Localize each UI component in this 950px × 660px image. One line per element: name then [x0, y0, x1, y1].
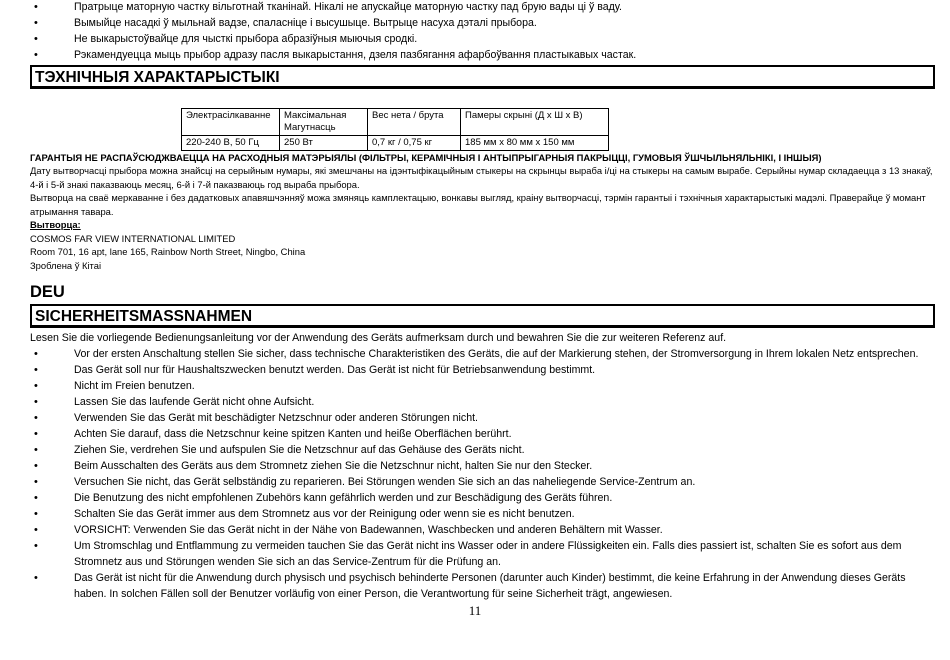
- list-item: • Vor der ersten Anschaltung stellen Sie sicher, dass technische Charakteristiken des Geräts, die auf der Markierung stehen, der Stromversorgung in Ihrem lokalen Netz entsprechen.: [30, 346, 935, 362]
- list-item: • Achten Sie darauf, dass die Netzschnur keine spitzen Kanten und heiße Oberflächen berührt.: [30, 426, 935, 442]
- list-item: • Пратрыце маторную частку вільготнай тканінай. Нікалі не апускайце маторную частку пад брую вады ці ў ваду.: [30, 0, 935, 15]
- list-item: • Рэкамендуецца мыць прыбор адразу пасля выкарыстання, дзеля пазбягання афарбоўвання пластыкавых частак.: [30, 47, 935, 63]
- table-row: [182, 136, 609, 151]
- tech-specs-heading: ТЭХНІЧНЫЯ ХАРАКТАРЫСТЫКІ: [30, 65, 935, 89]
- producer-label: Вытворца:: [30, 219, 81, 230]
- list-item: • VORSICHT: Verwenden Sie das Gerät nicht in der Nähe von Badewannen, Waschbecken und anderen Behältern mit Wasser.: [30, 522, 935, 538]
- list-item: • Die Benutzung des nicht empfohlenen Zubehörs kann gefährlich werden und zur Beschädigung des Geräts führen.: [30, 490, 935, 506]
- list-item: • Lassen Sie das laufende Gerät nicht ohne Aufsicht.: [30, 394, 935, 410]
- list-item: • Вымыйце насадкі ў мыльнай вадзе, спаласніце і высушыце. Вытрыце насуха дэталі прыбора.: [30, 15, 935, 31]
- producer-block: [30, 218, 935, 272]
- page-number: 11: [468, 603, 482, 618]
- list-item: • Не выкарыстоўвайце для чысткі прыбора абразіўныя мыючыя сродкі.: [30, 31, 935, 47]
- list-item: • Das Gerät ist nicht für die Anwendung durch physisch und psychisch behinderte Personen (darunter auch Kinder) bestimmt, die keine Erfahrung in der Anwendung dieses Geräts haben. In solchen Fällen soll der Benutzer vorläufig von einer Person, die Verantwortung für seine Sicherheit trägt, angewiesen.: [30, 570, 935, 602]
- list-item: • Ziehen Sie, verdrehen Sie und aufspulen Sie die Netzschnur auf das Gehäuse des Geräts nicht.: [30, 442, 935, 458]
- table-row: [182, 109, 609, 136]
- table-cell: 185 мм х 80 мм х 150 мм: [461, 136, 609, 151]
- table-cell: Максімальная Магутнасць: [280, 109, 368, 136]
- list-item: • Schalten Sie das Gerät immer aus dem Stromnetz aus vor der Reinigung oder wenn sie es nicht benutzen.: [30, 506, 935, 522]
- manufacturer-rights-note: Вытворца на сваё меркаванне і без дадатковых апавяшчэнняў можа змяняць камплектацыю, вонкавы выгляд, краіну вытворчасці, тэрмін гарантыі і тэхнічныя характарыстыкі мадэлі. Праверайце ў момант атрымання тавара.: [30, 192, 926, 217]
- safety-heading: SICHERHEITSMASSNAHMEN: [30, 304, 935, 328]
- manual-page: [30, 0, 935, 602]
- table-cell: 0,7 кг / 0,75 кг: [368, 136, 461, 151]
- language-heading: DEU: [30, 283, 65, 301]
- producer-line: Зроблена ў Кітаі: [30, 259, 102, 271]
- specs-table: [181, 108, 609, 151]
- producer-line: COSMOS FAR VIEW INTERNATIONAL LIMITED: [30, 232, 236, 244]
- list-item: • Versuchen Sie nicht, das Gerät selbständig zu reparieren. Bei Störungen wenden Sie sich an das naheliegende Service-Zentrum an.: [30, 474, 935, 490]
- table-cell: Электрасілкаванне: [182, 109, 280, 136]
- table-cell: 220-240 В, 50 Гц: [182, 136, 280, 151]
- safety-intro: Lesen Sie die vorliegende Bedienungsanleitung vor der Anwendung des Geräts aufmerksam durch und bewahren Sie die zur weiteren Referenz auf.: [30, 332, 727, 344]
- list-item: • Das Gerät soll nur für Haushaltszwecken benutzt werden. Das Gerät ist nicht für Betriebsanwendung bestimmt.: [30, 362, 935, 378]
- list-item: • Um Stromschlag und Entflammung zu vermeiden tauchen Sie das Gerät nicht ins Wasser oder in andere Flüssigkeiten ein. Falls dies passiert ist, schalten Sie es sofort aus dem Stromnetz aus und Störungen wenden Sie sich an das Service-Zentrum für die Prüfung an.: [30, 538, 935, 570]
- warranty-note: ГАРАНТЫЯ НЕ РАСПАЎСЮДЖВАЕЦЦА НА РАСХОДНЫЯ МАТЭРЫЯЛЫ (ФІЛЬТРЫ, КЕРАМІЧНЫЯ І АНТЫПРЫГАРНЫЯ ПАКРЫЦЦІ, ГУМОВЫЯ ЎШЧЫЛЬНЯЛЬНІКІ, І ІНШЫЯ): [30, 152, 822, 163]
- cleaning-instructions-list: [30, 0, 935, 63]
- table-cell: Памеры скрыні (Д х Ш х В): [461, 109, 609, 136]
- production-date-note: Дату вытворчасці прыбора можна знайсці на серыйным нумары, які змешчаны на ідэнтыфікацыйным стыкеры на скрынцы вырабa і/ці на стыкеры на самым вырабе. Серыйны нумар складаецца з 13 знакаў, 4-й і 5-й знакі паказваюць месяц, 6-й і 7-й паказваюць год выраба прыбора.: [30, 165, 933, 190]
- list-item: • Beim Ausschalten des Geräts aus dem Stromnetz ziehen Sie die Netzschnur nicht, halten Sie nur den Stecker.: [30, 458, 935, 474]
- table-cell: 250 Вт: [280, 136, 368, 151]
- list-item: • Nicht im Freien benutzen.: [30, 378, 935, 394]
- producer-line: Room 701, 16 apt, lane 165, Rainbow North Street, Ningbo, China: [30, 246, 306, 257]
- list-item: • Verwenden Sie das Gerät mit beschädigter Netzschnur oder anderen Störungen nicht.: [30, 410, 935, 426]
- safety-list: [30, 346, 935, 602]
- table-cell: Вес нета / брута: [368, 109, 461, 136]
